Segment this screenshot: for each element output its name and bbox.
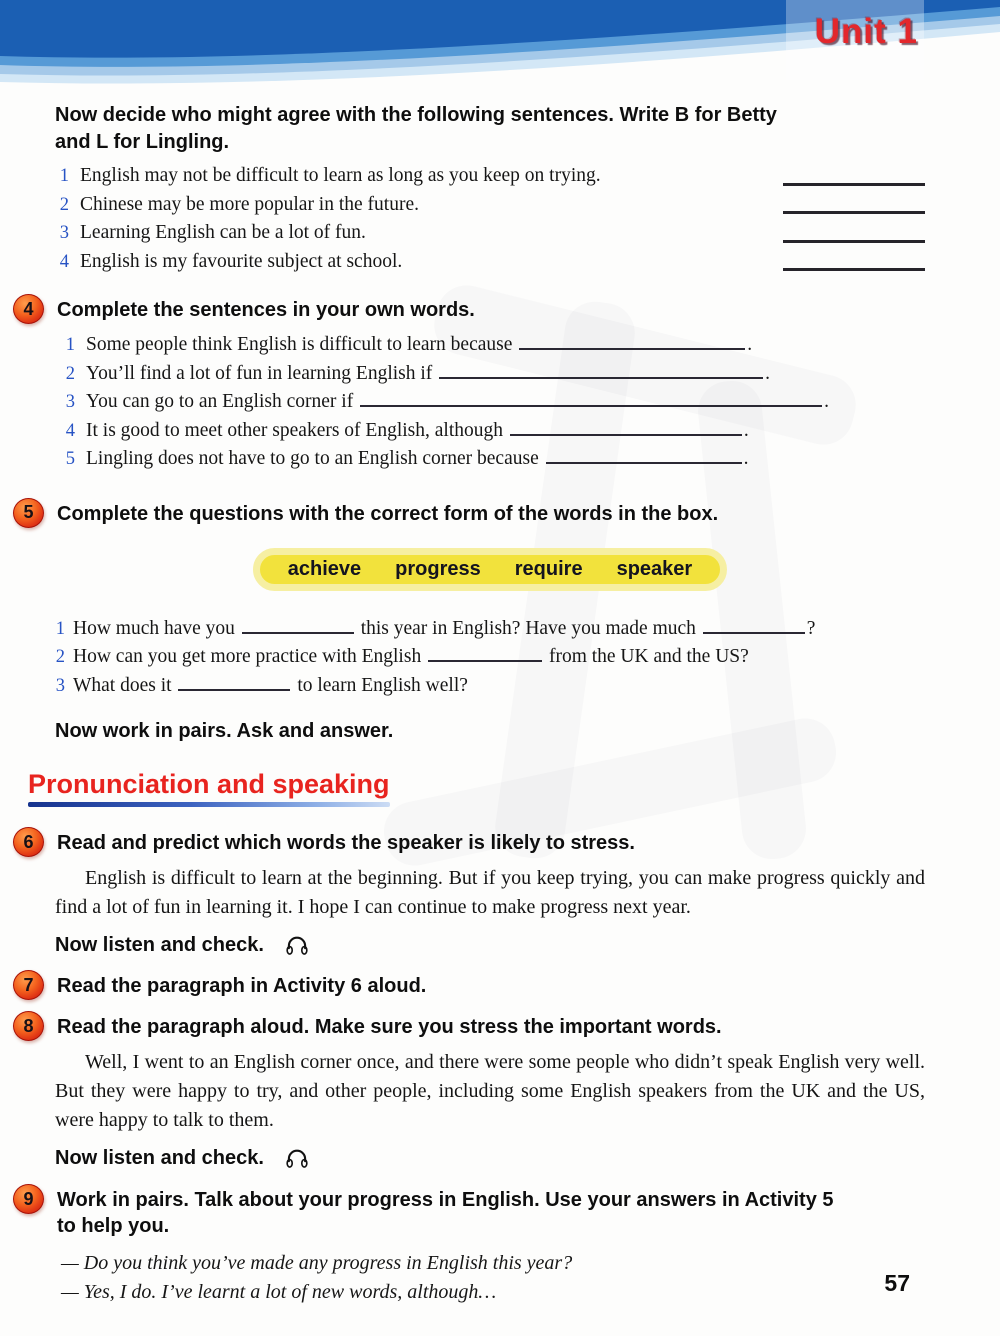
section-heading: Pronunciation and speaking <box>28 769 390 799</box>
sentence-item <box>55 191 925 220</box>
answer-blank <box>783 165 925 186</box>
word-box <box>253 548 727 591</box>
list-item <box>55 643 925 672</box>
item-number: 5 <box>65 449 75 469</box>
list-item <box>61 445 925 474</box>
agree-sentences-list <box>55 162 925 276</box>
activity-title: Read and predict which words the speaker is likely to stress. <box>57 832 635 854</box>
activity-badge: 8 <box>13 1011 44 1041</box>
item-text: English may not be difficult to learn as long as you keep on trying. <box>80 165 601 186</box>
item-text: English is my favourite subject at school. <box>80 250 403 272</box>
activity5-list <box>55 615 925 701</box>
reading-paragraph: English is difficult to learn at the beginning. But if you keep trying, you can make progress quickly and find a lot of fun in learning it. I hope I can continue to make progress next year. <box>55 867 925 918</box>
list-item <box>61 388 925 417</box>
item-text: Some people think English is difficult to learn because . <box>86 334 753 355</box>
activity9-header <box>13 1184 925 1239</box>
activity-title <box>57 1184 834 1239</box>
activity-title: Complete the questions with the correct form of the words in the box. <box>57 502 719 525</box>
fill-in-blank <box>360 389 822 407</box>
unit-banner <box>0 0 1000 92</box>
dialogue-line: — Yes, I do. I’ve learnt a lot of new words, although… <box>61 1281 497 1303</box>
fill-in-blank <box>428 644 542 662</box>
headphones-icon <box>284 933 310 957</box>
listen-row <box>55 1146 925 1170</box>
activity-title: Read the paragraph in Activity 6 aloud. <box>57 975 427 997</box>
pairwork-instruction: Now work in pairs. Ask and answer. <box>55 720 394 742</box>
heading-underline <box>28 802 390 807</box>
activity-title-line: Work in pairs. Talk about your progress in English. Use your answers in Activity 5 <box>57 1189 834 1211</box>
activity4-list <box>61 331 925 474</box>
fill-in-blank <box>178 673 290 691</box>
list-item <box>55 672 925 701</box>
activity-badge: 4 <box>13 294 44 324</box>
activity-badge: 9 <box>13 1184 44 1214</box>
page-number: 57 <box>884 1270 910 1296</box>
activity-title: Complete the sentences in your own words. <box>57 299 475 321</box>
activity-title: Read the paragraph aloud. Make sure you stress the important words. <box>57 1016 722 1038</box>
fill-in-blank <box>439 361 763 379</box>
item-text: You can go to an English corner if . <box>86 391 829 412</box>
word-box-word: achieve <box>287 557 362 580</box>
item-text: How can you get more practice with English from the UK and the US? <box>73 646 749 667</box>
fill-in-blank <box>703 616 805 634</box>
answer-blank <box>783 193 925 214</box>
dialogue-line: — Do you think you’ve made any progress in English this year? <box>61 1252 573 1274</box>
item-number: 4 <box>59 251 69 272</box>
page-content <box>0 102 1000 1307</box>
listen-label: Now listen and check. <box>55 933 264 956</box>
item-text: Chinese may be more popular in the future. <box>80 193 419 215</box>
activity-title-line: to help you. <box>57 1215 170 1237</box>
item-number: 1 <box>55 618 65 639</box>
item-number: 3 <box>59 223 69 243</box>
item-number: 4 <box>65 420 75 441</box>
word-box-word: speaker <box>616 557 693 580</box>
list-item <box>55 615 925 644</box>
item-text: You’ll find a lot of fun in learning English if . <box>86 362 771 384</box>
instruction-line: Now decide who might agree with the following sentences. Write B for Betty <box>55 104 777 126</box>
fill-in-blank <box>510 418 742 436</box>
activity8-header <box>13 1011 925 1041</box>
activity4-header <box>13 294 925 324</box>
listen-label: Now listen and check. <box>55 1146 264 1169</box>
section-instruction <box>55 102 925 156</box>
item-number: 2 <box>65 363 75 384</box>
item-text: It is good to meet other speakers of English, although . <box>86 419 749 441</box>
word-box-word: require <box>514 557 583 580</box>
sentence-item <box>55 248 925 277</box>
item-text: Learning English can be a lot of fun. <box>80 222 366 243</box>
fill-in-blank <box>546 446 742 464</box>
item-number: 2 <box>59 194 69 215</box>
instruction-line: and L for Lingling. <box>55 131 230 153</box>
item-text: What does it to learn English well? <box>73 674 468 696</box>
item-number: 3 <box>65 392 75 412</box>
fill-in-blank <box>242 616 354 634</box>
activity6-header <box>13 827 925 857</box>
listen-row <box>55 933 925 957</box>
activity-badge: 7 <box>13 970 44 1000</box>
item-text: How much have you this year in English? Have you made much ? <box>73 617 816 639</box>
reading-paragraph: Well, I went to an English corner once, and there were some people who didn’t speak English very well. But they were happy to try, and other people, including some English speakers from the UK and the US, were happy to talk to them. <box>55 1051 925 1131</box>
item-number: 1 <box>59 166 69 186</box>
dialogue-block <box>61 1249 925 1307</box>
sentence-item <box>55 219 925 248</box>
item-number: 2 <box>55 647 65 667</box>
activity-badge: 5 <box>13 498 44 528</box>
headphones-icon <box>284 1146 310 1170</box>
fill-in-blank <box>519 332 745 350</box>
sentence-item <box>55 162 925 191</box>
answer-blank <box>783 250 925 271</box>
activity7-header <box>13 970 925 1000</box>
section-heading-block <box>28 769 390 807</box>
item-text: Lingling does not have to go to an English corner because . <box>86 448 749 469</box>
item-number: 3 <box>55 675 65 696</box>
list-item <box>61 360 925 389</box>
word-box-word: progress <box>395 557 481 580</box>
activity5-header <box>13 498 925 528</box>
list-item <box>61 417 925 446</box>
activity-badge: 6 <box>13 827 44 857</box>
unit-label: Unit 1 <box>814 12 918 51</box>
list-item <box>61 331 925 360</box>
item-number: 1 <box>65 335 75 355</box>
answer-blank <box>783 222 925 243</box>
